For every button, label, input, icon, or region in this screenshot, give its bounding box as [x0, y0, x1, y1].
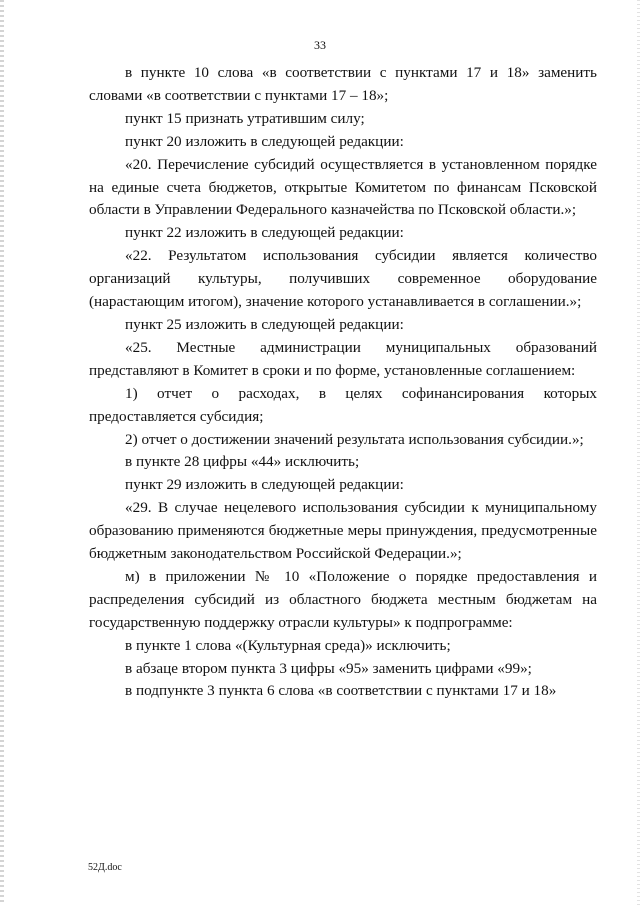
paragraph: м) в приложении № 10 «Положение о порядке предоставления и распределения субсидий из областного бюджета местным бюджетам на государственную поддержку отрасли культуры» к подпрограмме: [89, 567, 597, 631]
scan-left-edge [0, 0, 4, 905]
paragraph: в пункте 1 слова «(Культурная среда)» исключить; [125, 636, 451, 654]
paragraph: «29. В случае нецелевого использования субсидии к муниципальному образованию применяются бюджетные меры принуждения, предусмотренные бюджетным законодательством Российской Федерации.»; [89, 499, 597, 563]
paragraph: пункт 29 изложить в следующей редакции: [125, 476, 404, 494]
paragraph: «22. Результатом использования субсидии является количество организаций культуры, получивших современное оборудование (нарастающим итогом), значение которого устанавливается в соглашении.»; [89, 247, 597, 311]
paragraph: «25. Местные администрации муниципальных образований представляют в Комитет в сроки и по форме, установленные соглашением: [89, 338, 597, 379]
document-body [89, 62, 597, 703]
paragraph: пункт 20 изложить в следующей редакции: [125, 132, 404, 150]
paragraph: пункт 25 изложить в следующей редакции: [125, 315, 404, 333]
file-name-footer: 52Д.doc [88, 862, 122, 873]
paragraph: «20. Перечисление субсидий осуществляется в установленном порядке на единые счета бюджетов, открытые Комитетом по финансам Псковской области в Управлении Федерального казначейства по Псковской области.»; [89, 155, 597, 219]
paragraph: в пункте 10 слова «в соответствии с пунктами 17 и 18» заменить словами «в соответствии с пунктами 17 – 18»; [89, 64, 597, 104]
paragraph: в подпункте 3 пункта 6 слова «в соответствии с пунктами 17 и 18» [125, 682, 557, 700]
page-number: 33 [314, 38, 326, 52]
paragraph: 2) отчет о достижении значений результата использования субсидии.»; [125, 430, 584, 448]
paragraph: в пункте 28 цифры «44» исключить; [125, 453, 360, 471]
paragraph: в абзаце втором пункта 3 цифры «95» заменить цифрами «99»; [125, 659, 532, 677]
paragraph: 1) отчет о расходах, в целях софинансирования которых предоставляется субсидия; [89, 384, 597, 425]
paragraph: пункт 22 изложить в следующей редакции: [125, 224, 404, 242]
paragraph: пункт 15 признать утратившим силу; [125, 109, 365, 127]
